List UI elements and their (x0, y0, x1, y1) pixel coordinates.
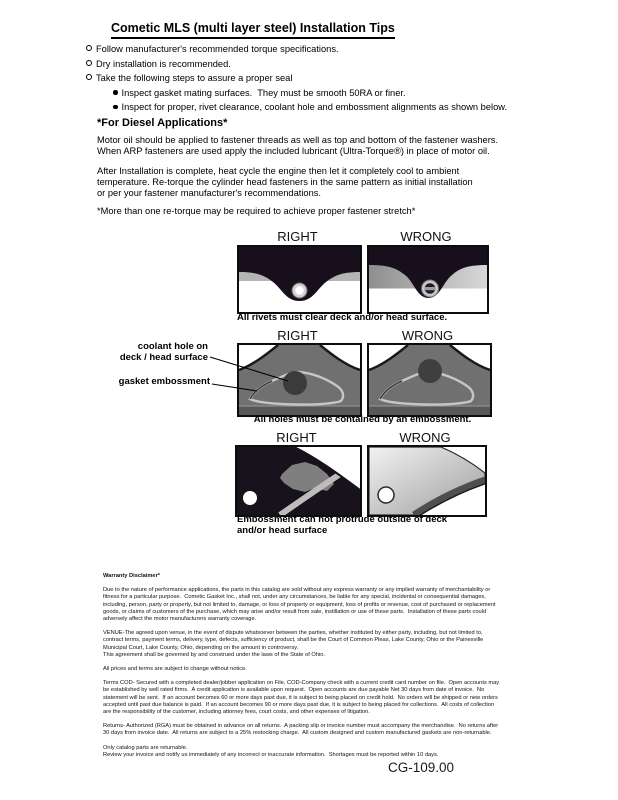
text-line: statement will be sent. If an account becomes 60 or more days past due, it is subject to being placed on credit hold. No orders will be shipped or new orders (103, 694, 498, 701)
filled-bullet-icon (113, 105, 118, 110)
text-line: After Installation is complete, heat cycle the engine then let it completely cool to ambient (97, 166, 460, 176)
page-title: Cometic MLS (multi layer steel) Installation Tips (111, 21, 395, 39)
text-line: Motor oil should be applied to fastener threads as well as top and bottom of the fastener washers. (97, 135, 499, 145)
retorque-note: *More than one re-torque may be required to achieve proper fastener stretch* (97, 206, 416, 216)
text-line: 30 days from invoice date. All returns are subject to a 25% restocking charge. All custom designed and custom manufactured gaskets are non-returnable. (103, 730, 492, 737)
figure-label-right: RIGHT (276, 430, 317, 445)
text-line: and/or head surface (237, 525, 328, 536)
text-line: All prices and terms are subject to change without notice. (103, 666, 247, 673)
protrusion-wrong-diagram (367, 445, 487, 517)
text-line: coolant hole on (137, 341, 208, 352)
text-line: Embossment can not protrude outside of deck (237, 514, 448, 525)
text-line: Municipal Court, Lake County, Ohio, depending on the amount in controversy. (103, 644, 299, 651)
open-bullet-icon (86, 74, 92, 80)
text-line: This agreement shall be governed by and construed under the laws of the State of Ohio. (103, 651, 325, 658)
warranty-disclaimer (103, 573, 523, 766)
list-item (86, 71, 507, 86)
disclaimer-paragraph (103, 745, 523, 759)
text-line: Review your invoice and notify us immediately of any incorrect or inaccurate information. Shortages must be reported within 10 days. (103, 751, 439, 758)
disclaimer-paragraph (103, 630, 523, 659)
figure-caption-rivets: All rivets must clear deck and/or head surface. (237, 312, 448, 323)
page-code: CG-109.00 (388, 760, 455, 775)
disclaimer-paragraph (103, 666, 523, 673)
diesel-paragraph-1 (97, 135, 498, 157)
gasket-embossment-label: gasket embossment (118, 376, 210, 387)
tip-text: Dry installation is recommended. (96, 58, 231, 69)
protrusion-right-diagram (235, 445, 362, 517)
text-line: be established by well rated firms. A credit application is available upon request. Open accounts are due payable Net 30 days from date of invoice. No (103, 687, 485, 694)
coolant-hole-label (96, 342, 208, 363)
text-line: contract terms, payment terms, delivery, type, defects, sufficiency of product, shall be the Court of Common Pleas, Lake County, Ohio or the Painesville (103, 637, 484, 644)
text-line: Due to the nature of performance applications, the parts in this catalog are sold without any express warranty or any implied warranty of merchantability or (103, 587, 491, 594)
embossment-wrong-diagram (367, 343, 492, 417)
disclaimer-heading: Warranty Disclaimer* (103, 573, 161, 579)
figure-label-right: RIGHT (277, 328, 318, 343)
figure-caption-protrusion (237, 514, 447, 536)
figure-label-wrong: WRONG (400, 229, 452, 244)
diesel-paragraph-2 (97, 166, 473, 200)
open-bullet-icon (86, 60, 92, 66)
text-line: including, person, party or property, but not limited to, damage, or loss of property or equipment, loss of profits or revenue, cost of purchased or replacement (103, 601, 496, 608)
text-line: VENUE-The agreed upon venue, in the event of dispute whatsoever between the parties, whether instituted by either party, including, but not limited to, (103, 630, 483, 637)
figure-label-wrong: WRONG (401, 328, 454, 343)
text-line: adversely affect the motor manufacturers warranty coverage. (103, 616, 257, 623)
list-item (86, 42, 507, 57)
text-line: fitness for a particular purpose. Cometic Gasket Inc., shall not, under any circumstances, be liable for any special, incidental or consequential damages, (103, 594, 486, 601)
disclaimer-paragraph (103, 680, 523, 716)
rivet-wrong-diagram (367, 245, 489, 314)
tip-text: Inspect for proper, rivet clearance, coolant hole and embossment alignments as shown below. (121, 102, 508, 113)
text-line: or per your fastener manufacturer's recommendations. (97, 188, 321, 199)
text-line: deck / head surface (119, 351, 208, 363)
text-line: Terms COD- Secured with a completed dealer/jobber application on File, COD-Company check with a current credit card number on file. Open accounts may (103, 680, 500, 687)
disclaimer-paragraph (103, 587, 523, 623)
text-line: temperature. Re-torque the cylinder head fasteners in the same pattern as initial installation (97, 177, 473, 188)
filled-bullet-icon (113, 90, 118, 95)
diesel-section-heading: *For Diesel Applications* (97, 117, 228, 129)
text-line: Returns- Authorized (RGA) must be obtained in advance on all returns. A packing slip or invoice number must accompany the merchandise. No returns after (103, 723, 499, 730)
list-item (86, 57, 507, 72)
figure-caption-holes: All holes must be contained by an embossment. (253, 414, 472, 425)
text-line: When ARP fasteners are used apply the included lubricant (Ultra-Torque®) in place of motor oil. (97, 146, 490, 157)
figure-label-wrong: WRONG (399, 430, 451, 445)
embossment-right-diagram (237, 343, 362, 417)
text-line: accepted until past due balance is paid. If an account becomes 90 or more days past due, it is subject to being placed for collections. All costs of collection (103, 701, 495, 708)
list-item (113, 100, 507, 115)
text-line: are the responsibility of the customer, including attorney fees, court costs, and other expenses of litigation. (103, 709, 370, 716)
figure-label-right: RIGHT (277, 229, 318, 244)
tip-text: Inspect gasket mating surfaces. They must be smooth 50RA or finer. (121, 87, 406, 98)
open-bullet-icon (86, 45, 92, 51)
list-item (113, 86, 507, 101)
installation-tips-list (86, 42, 507, 115)
rivet-right-diagram (237, 245, 362, 314)
tip-text: Take the following steps to assure a proper seal (96, 73, 293, 84)
disclaimer-paragraph (103, 723, 523, 737)
text-line: Only catalog parts are returnable. (103, 744, 188, 751)
tip-text: Follow manufacturer's recommended torque specifications. (96, 44, 339, 54)
text-line: goods, or claims of customers of the purchase, which may arise and/or result from sale, instillation or use of these parts. Installation of these parts could (103, 608, 487, 615)
